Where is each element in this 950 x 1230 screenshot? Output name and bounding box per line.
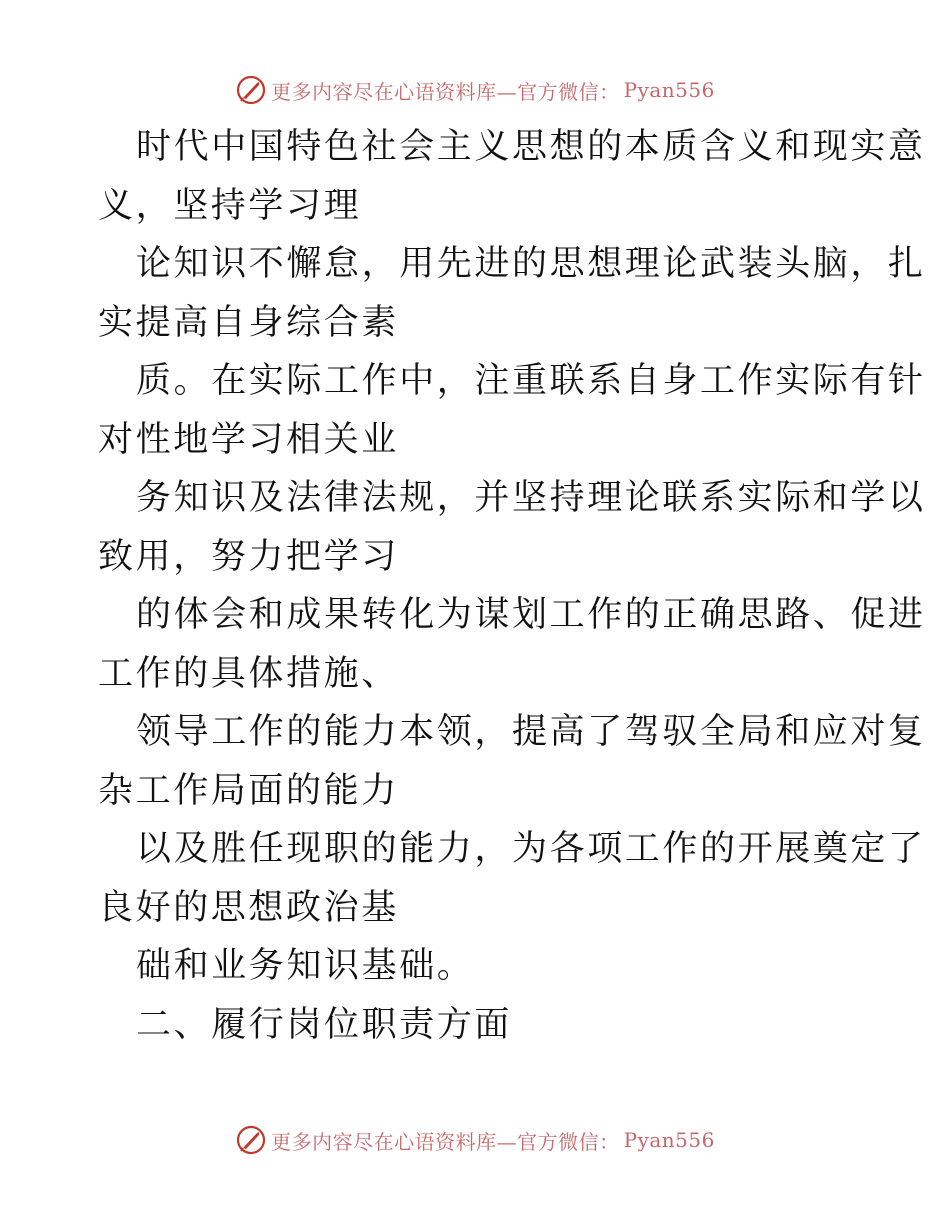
text-line-10: 工作的具体措施、 <box>98 653 399 694</box>
text-line-2: 义，坚持学习理 <box>98 185 362 226</box>
text-line-8: 致用，努力把学习 <box>98 536 399 577</box>
text-line-7: 务知识及法律法规，并坚持理论联系实际和学以 <box>136 478 926 518</box>
footer-banner <box>0 1120 950 1160</box>
text-line-12: 杂工作局面的能力 <box>98 770 399 811</box>
quill-pen-logo-icon <box>235 74 267 106</box>
text-line-9: 的体会和成果转化为谋划工作的正确思路、促进 <box>136 595 926 635</box>
text-line-13: 以及胜任现职的能力，为各项工作的开展奠定了 <box>136 829 926 869</box>
footer-banner-text: 更多内容尽在心语资料库—官方微信： <box>271 1129 620 1154</box>
text-line-1: 时代中国特色社会主义思想的本质含义和现实意 <box>136 127 926 167</box>
text-line-14: 良好的思想政治基 <box>98 887 399 928</box>
text-line-4: 实提高自身综合素 <box>98 302 399 343</box>
text-line-15: 础和业务知识基础。 <box>136 946 475 986</box>
quill-pen-logo-icon <box>235 1124 267 1156</box>
header-banner <box>0 70 950 110</box>
header-banner-text: 更多内容尽在心语资料库—官方微信： <box>271 79 620 104</box>
footer-wechat-id: Pyan556 <box>623 1128 715 1152</box>
text-line-5: 质。在实际工作中，注重联系自身工作实际有针 <box>136 361 926 401</box>
text-line-11: 领导工作的能力本领，提高了驾驭全局和应对复 <box>136 712 926 752</box>
text-line-3: 论知识不懈怠，用先进的思想理论武装头脑，扎 <box>136 244 926 284</box>
text-line-6: 对性地学习相关业 <box>98 419 399 460</box>
header-wechat-id: Pyan556 <box>623 78 715 102</box>
document-body <box>98 118 926 1054</box>
section-heading: 二、履行岗位职责方面 <box>136 1004 513 1045</box>
